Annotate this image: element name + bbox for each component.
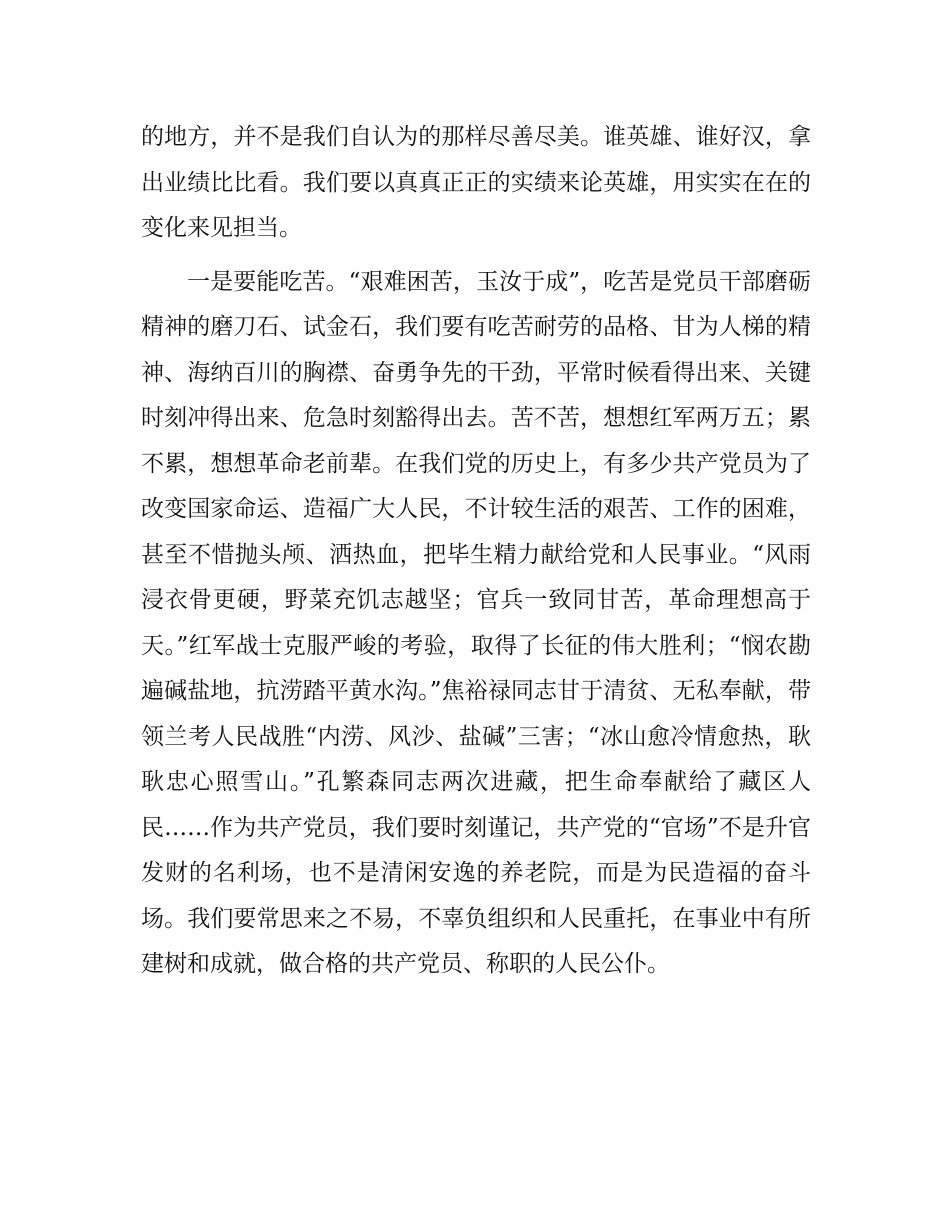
- paragraph-continuation: 的地方，并不是我们自认为的那样尽善尽美。谁英雄、谁好汉，拿出业绩比比看。我们要以真真正正的实绩来论英雄，用实实在在的变化来见担当。: [141, 124, 811, 241]
- document-body: [141, 115, 811, 988]
- paragraph-endure-hardship: 一是要能吃苦。“艰难困苦，玉汝于成”，吃苦是党员干部磨砺精神的磨刀石、试金石，我们要有吃苦耐劳的品格、甘为人梯的精神、海纳百川的胸襟、奋勇争先的干劲，平常时候看得出来、关键时刻冲得出来、危急时刻豁得出去。苦不苦，想想红军两万五；累不累，想想革命老前辈。在我们党的历史上，有多少共产党员为了改变国家命运、造福广大人民，不计较生活的艰苦、工作的困难，甚至不惜抛头颅、洒热血，把毕生精力献给党和人民事业。“风雨浸衣骨更硬，野菜充饥志越坚；官兵一致同甘苦，革命理想高于天。”红军战士克服严峻的考验，取得了长征的伟大胜利；“悯农勘遍碱盐地，抗涝踏平黄水沟。”焦裕禄同志甘于清贫、无私奉献，带领兰考人民战胜“内涝、风沙、盐碱”三害；“冰山愈冷情愈热，耿耿忠心照雪山。”孔繁森同志两次进藏，把生命奉献给了藏区人民……作为共产党员，我们要时刻谨记，共产党的“官场”不是升官发财的名利场，也不是清闲安逸的养老院，而是为民造福的奋斗场。我们要常思来之不易，不辜负组织和人民重托，在事业中有所建树和成就，做合格的共产党员、称职的人民公仆。: [141, 268, 811, 977]
